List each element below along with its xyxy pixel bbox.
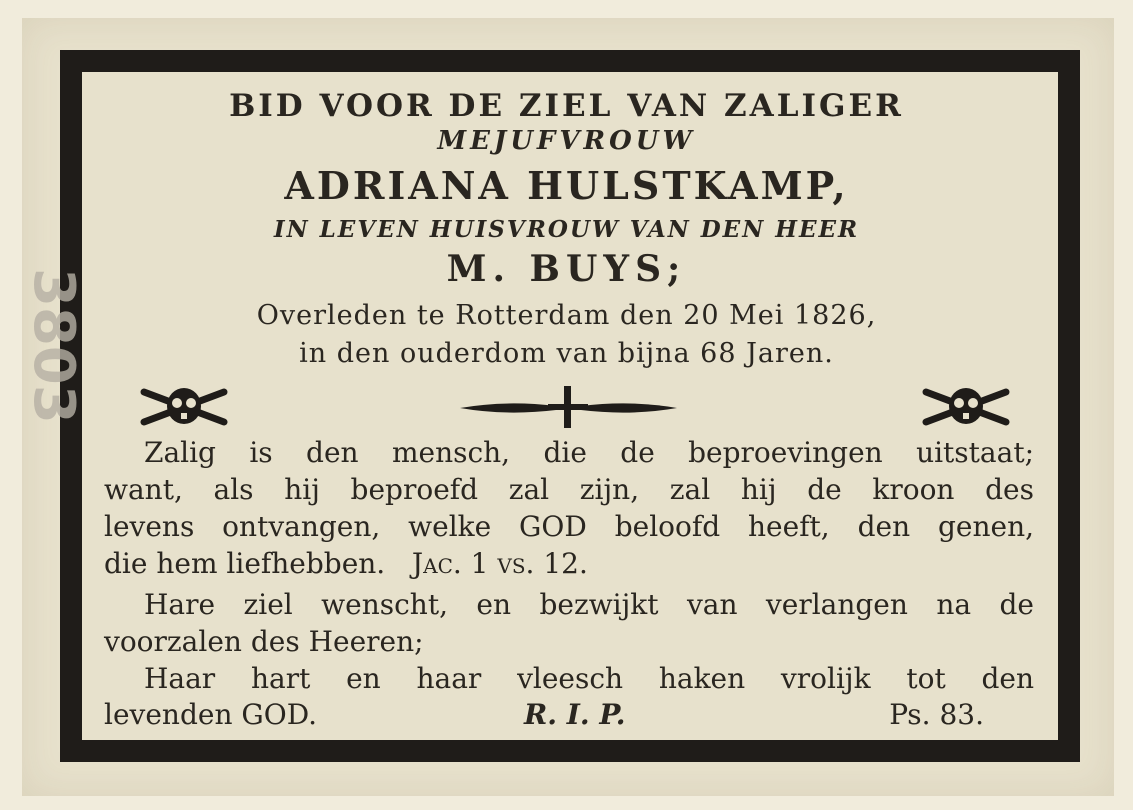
verse-line: want, als hij beproefd zal zijn, zal hij de kroon des (104, 473, 1034, 506)
skull-crossbones-icon (136, 384, 232, 428)
verse-line: levens ontvangen, welke GOD beloofd heeft, den genen, (104, 510, 1034, 543)
verse-last-line (104, 545, 1034, 582)
heading: BID VOOR DE ZIEL VAN ZALIGER (229, 88, 904, 124)
verse-citation: Jac. 1 vs. 12. (411, 547, 588, 580)
verse-line: Zalig is den mensch, die de beproevingen uitstaat; (144, 436, 1034, 469)
title: MEJUFVROUW (437, 126, 696, 156)
verse-psalm-1 (104, 586, 1034, 660)
subtitle: IN LEVEN HUISVROUW VAN DEN HEER (273, 216, 860, 243)
verse-line: Hare ziel wenscht, en bezwijkt van verlangen na de (144, 588, 1034, 621)
psalm-citation: Ps. 83. (889, 698, 984, 731)
husband-name: M. BUYS; (446, 248, 687, 290)
age-line: in den ouderdom van bijna 68 Jaren. (299, 338, 834, 369)
rip-text: R. I. P. (524, 698, 626, 731)
verse-text: die hem liefhebben. (104, 547, 386, 580)
handwritten-number: 3803 (21, 268, 86, 424)
verse-last-line: levenden GOD. (104, 698, 318, 731)
verse-psalm-2 (104, 660, 1034, 697)
death-line: Overleden te Rotterdam den 20 Mei 1826, (256, 300, 877, 331)
skull-crossbones-icon (918, 384, 1014, 428)
verse-james (104, 434, 1034, 582)
verse-last-line: voorzalen des Heeren; (104, 625, 424, 658)
closing-line (104, 698, 1034, 735)
verse-line: Haar hart en haar vleesch haken vrolijk tot den (144, 662, 1034, 695)
cross-ornament-icon (456, 384, 681, 428)
deceased-name: ADRIANA HULSTKAMP, (284, 163, 849, 208)
